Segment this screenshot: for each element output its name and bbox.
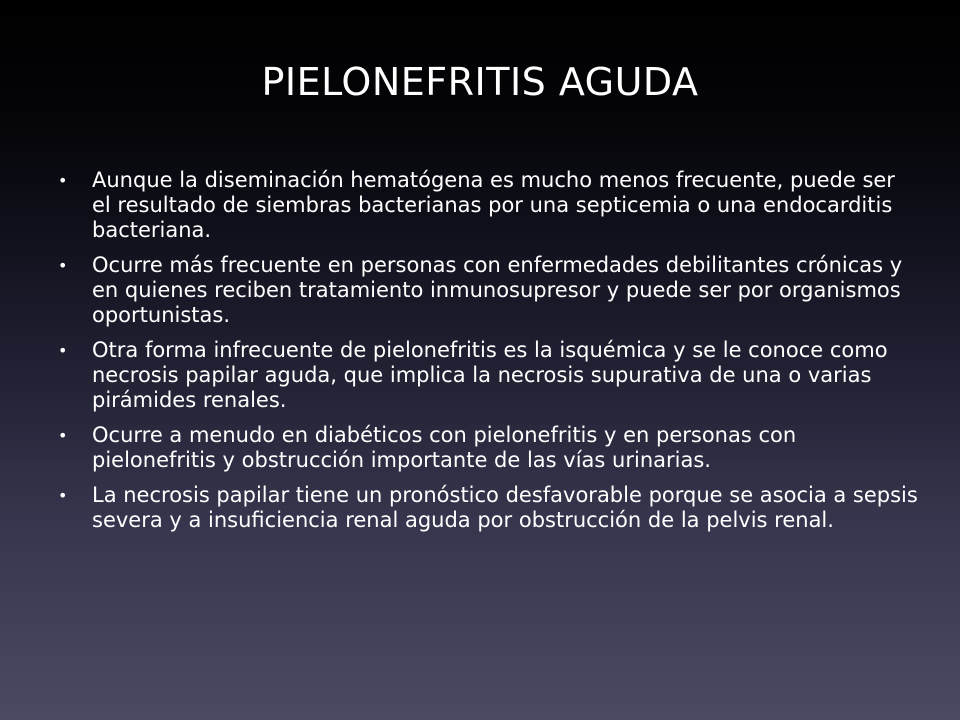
bullet-list bbox=[58, 168, 918, 543]
bullet-text: La necrosis papilar tiene un pronóstico desfavorable porque se asocia a sepsis severa y a insuficiencia renal aguda por obstrucción de la pelvis renal. bbox=[92, 483, 918, 532]
slide-title: PIELONEFRITIS AGUDA bbox=[261, 60, 699, 104]
bullet-text: Ocurre más frecuente en personas con enfermedades debilitantes crónicas y en quienes reciben tratamiento inmunosupresor y puede ser por organismos oportunistas. bbox=[92, 253, 903, 327]
bullet-item bbox=[58, 253, 918, 328]
bullet-item bbox=[58, 423, 918, 473]
bullet-dot-icon: • bbox=[58, 171, 68, 190]
bullet-dot-icon: • bbox=[58, 256, 68, 275]
bullet-dot-icon: • bbox=[58, 341, 68, 360]
bullet-dot-icon: • bbox=[58, 486, 68, 505]
bullet-dot-icon: • bbox=[58, 426, 68, 445]
bullet-text: Aunque la diseminación hematógena es mucho menos frecuente, puede ser el resultado de siembras bacterianas por una septicemia o una endocarditis bacteriana. bbox=[92, 168, 895, 242]
bullet-text: Ocurre a menudo en diabéticos con pielonefritis y en personas con pielonefritis y obstrucción importante de las vías urinarias. bbox=[92, 423, 797, 472]
bullet-item bbox=[58, 338, 918, 413]
bullet-text: Otra forma infrecuente de pielonefritis es la isquémica y se le conoce como necrosis papilar aguda, que implica la necrosis supurativa de una o varias pirámides renales. bbox=[92, 338, 888, 412]
bullet-item bbox=[58, 483, 918, 533]
bullet-item bbox=[58, 168, 918, 243]
